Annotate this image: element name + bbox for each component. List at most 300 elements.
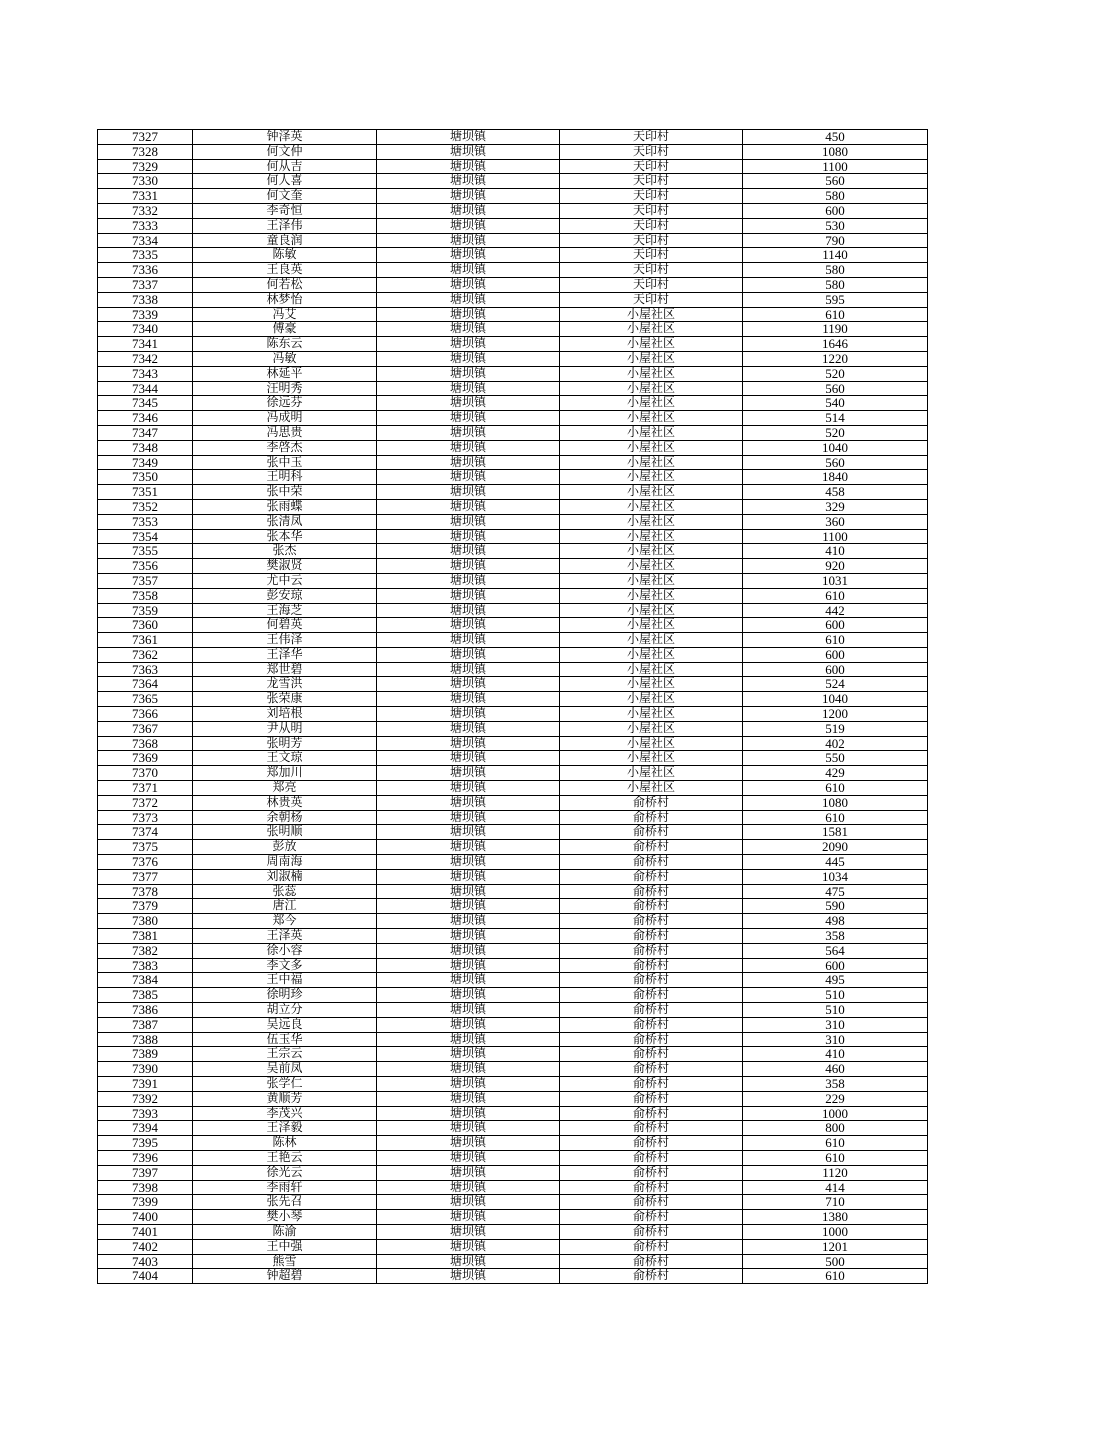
amount-cell: 1200 — [743, 707, 928, 722]
town-cell: 塘坝镇 — [377, 233, 560, 248]
town-cell: 塘坝镇 — [377, 736, 560, 751]
row-number-cell: 7399 — [98, 1195, 193, 1210]
amount-cell: 460 — [743, 1062, 928, 1077]
village-cell: 俞桥村 — [560, 795, 743, 810]
name-cell: 林梦怡 — [193, 292, 377, 307]
village-cell: 俞桥村 — [560, 988, 743, 1003]
table-row — [98, 1091, 928, 1106]
row-number-cell: 7391 — [98, 1077, 193, 1092]
amount-cell: 610 — [743, 810, 928, 825]
table-row — [98, 514, 928, 529]
town-cell: 塘坝镇 — [377, 662, 560, 677]
row-number-cell: 7404 — [98, 1269, 193, 1284]
table-row — [98, 485, 928, 500]
town-cell: 塘坝镇 — [377, 692, 560, 707]
row-number-cell: 7394 — [98, 1121, 193, 1136]
name-cell: 傅豪 — [193, 322, 377, 337]
village-cell: 俞桥村 — [560, 884, 743, 899]
name-cell: 张杰 — [193, 544, 377, 559]
amount-cell: 1190 — [743, 322, 928, 337]
village-cell: 天印村 — [560, 159, 743, 174]
village-cell: 俞桥村 — [560, 943, 743, 958]
name-cell: 王明科 — [193, 470, 377, 485]
name-cell: 张明顺 — [193, 825, 377, 840]
village-cell: 俞桥村 — [560, 1136, 743, 1151]
town-cell: 塘坝镇 — [377, 248, 560, 263]
amount-cell: 1840 — [743, 470, 928, 485]
name-cell: 张荣康 — [193, 692, 377, 707]
table-row — [98, 707, 928, 722]
amount-cell: 310 — [743, 1017, 928, 1032]
row-number-cell: 7403 — [98, 1254, 193, 1269]
amount-cell: 442 — [743, 603, 928, 618]
village-cell: 小屋社区 — [560, 337, 743, 352]
amount-cell: 610 — [743, 1136, 928, 1151]
town-cell: 塘坝镇 — [377, 588, 560, 603]
name-cell: 王伟泽 — [193, 633, 377, 648]
table-row — [98, 159, 928, 174]
name-cell: 周南海 — [193, 855, 377, 870]
name-cell: 何人喜 — [193, 174, 377, 189]
row-number-cell: 7334 — [98, 233, 193, 248]
table-row — [98, 1210, 928, 1225]
row-number-cell: 7386 — [98, 1003, 193, 1018]
name-cell: 王良英 — [193, 263, 377, 278]
table-row — [98, 455, 928, 470]
name-cell: 冯成明 — [193, 411, 377, 426]
name-cell: 李文多 — [193, 958, 377, 973]
village-cell: 小屋社区 — [560, 573, 743, 588]
name-cell: 张中荣 — [193, 485, 377, 500]
name-cell: 冯敏 — [193, 351, 377, 366]
row-number-cell: 7363 — [98, 662, 193, 677]
amount-cell: 1581 — [743, 825, 928, 840]
amount-cell: 560 — [743, 174, 928, 189]
village-cell: 俞桥村 — [560, 1077, 743, 1092]
village-cell: 俞桥村 — [560, 958, 743, 973]
table-row — [98, 988, 928, 1003]
amount-cell: 540 — [743, 396, 928, 411]
village-cell: 小屋社区 — [560, 470, 743, 485]
table-row — [98, 1077, 928, 1092]
name-cell: 王泽英 — [193, 929, 377, 944]
village-cell: 俞桥村 — [560, 869, 743, 884]
row-number-cell: 7378 — [98, 884, 193, 899]
table-row — [98, 884, 928, 899]
town-cell: 塘坝镇 — [377, 1165, 560, 1180]
name-cell: 何若松 — [193, 277, 377, 292]
town-cell: 塘坝镇 — [377, 1077, 560, 1092]
village-cell: 俞桥村 — [560, 1003, 743, 1018]
table-row — [98, 292, 928, 307]
town-cell: 塘坝镇 — [377, 795, 560, 810]
table-row — [98, 766, 928, 781]
town-cell: 塘坝镇 — [377, 1239, 560, 1254]
table-row — [98, 1121, 928, 1136]
town-cell: 塘坝镇 — [377, 869, 560, 884]
village-cell: 小屋社区 — [560, 396, 743, 411]
row-number-cell: 7389 — [98, 1047, 193, 1062]
village-cell: 小屋社区 — [560, 485, 743, 500]
amount-cell: 1034 — [743, 869, 928, 884]
name-cell: 张学仁 — [193, 1077, 377, 1092]
town-cell: 塘坝镇 — [377, 485, 560, 500]
town-cell: 塘坝镇 — [377, 914, 560, 929]
town-cell: 塘坝镇 — [377, 1150, 560, 1165]
amount-cell: 610 — [743, 1269, 928, 1284]
table-row — [98, 825, 928, 840]
row-number-cell: 7358 — [98, 588, 193, 603]
table-row — [98, 1062, 928, 1077]
town-cell: 塘坝镇 — [377, 499, 560, 514]
village-cell: 小屋社区 — [560, 425, 743, 440]
table-row — [98, 736, 928, 751]
name-cell: 陈林 — [193, 1136, 377, 1151]
name-cell: 黄顺芳 — [193, 1091, 377, 1106]
amount-cell: 1000 — [743, 1106, 928, 1121]
table-row — [98, 973, 928, 988]
town-cell: 塘坝镇 — [377, 618, 560, 633]
town-cell: 塘坝镇 — [377, 292, 560, 307]
name-cell: 吴远良 — [193, 1017, 377, 1032]
table-row — [98, 840, 928, 855]
table-row — [98, 647, 928, 662]
town-cell: 塘坝镇 — [377, 721, 560, 736]
amount-cell: 610 — [743, 1150, 928, 1165]
amount-cell: 1201 — [743, 1239, 928, 1254]
row-number-cell: 7387 — [98, 1017, 193, 1032]
row-number-cell: 7330 — [98, 174, 193, 189]
table-row — [98, 662, 928, 677]
table-row — [98, 943, 928, 958]
name-cell: 徐远芬 — [193, 396, 377, 411]
name-cell: 李啓杰 — [193, 440, 377, 455]
amount-cell: 580 — [743, 277, 928, 292]
name-cell: 余朝杨 — [193, 810, 377, 825]
table-row — [98, 618, 928, 633]
name-cell: 陈东云 — [193, 337, 377, 352]
town-cell: 塘坝镇 — [377, 958, 560, 973]
amount-cell: 519 — [743, 721, 928, 736]
name-cell: 伍玉华 — [193, 1032, 377, 1047]
village-cell: 俞桥村 — [560, 1224, 743, 1239]
table-row — [98, 130, 928, 145]
table-row — [98, 381, 928, 396]
name-cell: 张雨蝶 — [193, 499, 377, 514]
name-cell: 郑世碧 — [193, 662, 377, 677]
name-cell: 陈敏 — [193, 248, 377, 263]
table-row — [98, 929, 928, 944]
town-cell: 塘坝镇 — [377, 322, 560, 337]
name-cell: 尤中云 — [193, 573, 377, 588]
village-cell: 小屋社区 — [560, 662, 743, 677]
village-cell: 俞桥村 — [560, 899, 743, 914]
table-row — [98, 1032, 928, 1047]
amount-cell: 2090 — [743, 840, 928, 855]
town-cell: 塘坝镇 — [377, 1003, 560, 1018]
table-row — [98, 899, 928, 914]
town-cell: 塘坝镇 — [377, 159, 560, 174]
row-number-cell: 7366 — [98, 707, 193, 722]
town-cell: 塘坝镇 — [377, 425, 560, 440]
row-number-cell: 7355 — [98, 544, 193, 559]
table-row — [98, 425, 928, 440]
row-number-cell: 7397 — [98, 1165, 193, 1180]
name-cell: 张先召 — [193, 1195, 377, 1210]
name-cell: 郑亮 — [193, 781, 377, 796]
table-row — [98, 233, 928, 248]
name-cell: 李茂兴 — [193, 1106, 377, 1121]
amount-cell: 510 — [743, 988, 928, 1003]
town-cell: 塘坝镇 — [377, 1180, 560, 1195]
table-row — [98, 692, 928, 707]
town-cell: 塘坝镇 — [377, 307, 560, 322]
table-row — [98, 1254, 928, 1269]
village-cell: 小屋社区 — [560, 381, 743, 396]
town-cell: 塘坝镇 — [377, 440, 560, 455]
name-cell: 张中玉 — [193, 455, 377, 470]
row-number-cell: 7377 — [98, 869, 193, 884]
village-cell: 小屋社区 — [560, 647, 743, 662]
amount-cell: 600 — [743, 647, 928, 662]
amount-cell: 329 — [743, 499, 928, 514]
row-number-cell: 7331 — [98, 189, 193, 204]
village-cell: 俞桥村 — [560, 914, 743, 929]
amount-cell: 1040 — [743, 692, 928, 707]
village-cell: 俞桥村 — [560, 1017, 743, 1032]
name-cell: 樊淑贤 — [193, 559, 377, 574]
row-number-cell: 7373 — [98, 810, 193, 825]
village-cell: 俞桥村 — [560, 973, 743, 988]
name-cell: 刘培根 — [193, 707, 377, 722]
village-cell: 小屋社区 — [560, 351, 743, 366]
village-cell: 俞桥村 — [560, 1180, 743, 1195]
town-cell: 塘坝镇 — [377, 381, 560, 396]
table-row — [98, 1150, 928, 1165]
name-cell: 童良润 — [193, 233, 377, 248]
amount-cell: 1100 — [743, 529, 928, 544]
amount-cell: 1140 — [743, 248, 928, 263]
row-number-cell: 7369 — [98, 751, 193, 766]
table-row — [98, 869, 928, 884]
amount-cell: 610 — [743, 781, 928, 796]
table-row — [98, 1047, 928, 1062]
village-cell: 小屋社区 — [560, 529, 743, 544]
row-number-cell: 7329 — [98, 159, 193, 174]
amount-cell: 790 — [743, 233, 928, 248]
village-cell: 小屋社区 — [560, 544, 743, 559]
village-cell: 俞桥村 — [560, 1121, 743, 1136]
name-cell: 张本华 — [193, 529, 377, 544]
row-number-cell: 7383 — [98, 958, 193, 973]
town-cell: 塘坝镇 — [377, 825, 560, 840]
town-cell: 塘坝镇 — [377, 396, 560, 411]
amount-cell: 564 — [743, 943, 928, 958]
row-number-cell: 7354 — [98, 529, 193, 544]
village-cell: 天印村 — [560, 144, 743, 159]
amount-cell: 1220 — [743, 351, 928, 366]
amount-cell: 514 — [743, 411, 928, 426]
village-cell: 俞桥村 — [560, 1047, 743, 1062]
table-row — [98, 337, 928, 352]
table-row — [98, 189, 928, 204]
amount-cell: 580 — [743, 189, 928, 204]
village-cell: 小屋社区 — [560, 692, 743, 707]
village-cell: 小屋社区 — [560, 514, 743, 529]
name-cell: 郑加川 — [193, 766, 377, 781]
name-cell: 彭安琼 — [193, 588, 377, 603]
row-number-cell: 7328 — [98, 144, 193, 159]
town-cell: 塘坝镇 — [377, 943, 560, 958]
row-number-cell: 7375 — [98, 840, 193, 855]
amount-cell: 510 — [743, 1003, 928, 1018]
amount-cell: 610 — [743, 633, 928, 648]
name-cell: 冯艾 — [193, 307, 377, 322]
amount-cell: 560 — [743, 455, 928, 470]
name-cell: 林贵英 — [193, 795, 377, 810]
table-row — [98, 1269, 928, 1284]
table-row — [98, 529, 928, 544]
row-number-cell: 7392 — [98, 1091, 193, 1106]
village-cell: 俞桥村 — [560, 1165, 743, 1180]
name-cell: 刘淑楠 — [193, 869, 377, 884]
town-cell: 塘坝镇 — [377, 366, 560, 381]
table-row — [98, 396, 928, 411]
town-cell: 塘坝镇 — [377, 647, 560, 662]
town-cell: 塘坝镇 — [377, 1269, 560, 1284]
town-cell: 塘坝镇 — [377, 470, 560, 485]
name-cell: 陈渝 — [193, 1224, 377, 1239]
amount-cell: 600 — [743, 618, 928, 633]
amount-cell: 1040 — [743, 440, 928, 455]
amount-cell: 600 — [743, 958, 928, 973]
table-row — [98, 263, 928, 278]
table-row — [98, 1017, 928, 1032]
amount-cell: 600 — [743, 662, 928, 677]
table-row — [98, 1195, 928, 1210]
name-cell: 张清凤 — [193, 514, 377, 529]
row-number-cell: 7384 — [98, 973, 193, 988]
town-cell: 塘坝镇 — [377, 677, 560, 692]
table-row — [98, 174, 928, 189]
row-number-cell: 7368 — [98, 736, 193, 751]
table-row — [98, 144, 928, 159]
table-row — [98, 958, 928, 973]
name-cell: 王文琼 — [193, 751, 377, 766]
table-row — [98, 721, 928, 736]
table-row — [98, 544, 928, 559]
village-cell: 小屋社区 — [560, 455, 743, 470]
town-cell: 塘坝镇 — [377, 988, 560, 1003]
village-cell: 小屋社区 — [560, 721, 743, 736]
name-cell: 王海芝 — [193, 603, 377, 618]
town-cell: 塘坝镇 — [377, 973, 560, 988]
table-row — [98, 1106, 928, 1121]
town-cell: 塘坝镇 — [377, 411, 560, 426]
amount-cell: 410 — [743, 1047, 928, 1062]
row-number-cell: 7393 — [98, 1106, 193, 1121]
table-row — [98, 1003, 928, 1018]
amount-cell: 590 — [743, 899, 928, 914]
town-cell: 塘坝镇 — [377, 1062, 560, 1077]
table-row — [98, 810, 928, 825]
name-cell: 胡立分 — [193, 1003, 377, 1018]
town-cell: 塘坝镇 — [377, 1254, 560, 1269]
name-cell: 唐江 — [193, 899, 377, 914]
village-cell: 小屋社区 — [560, 618, 743, 633]
row-number-cell: 7335 — [98, 248, 193, 263]
amount-cell: 410 — [743, 544, 928, 559]
name-cell: 樊小琴 — [193, 1210, 377, 1225]
name-cell: 王泽毅 — [193, 1121, 377, 1136]
town-cell: 塘坝镇 — [377, 1136, 560, 1151]
town-cell: 塘坝镇 — [377, 351, 560, 366]
village-cell: 小屋社区 — [560, 603, 743, 618]
village-cell: 小屋社区 — [560, 411, 743, 426]
amount-cell: 580 — [743, 263, 928, 278]
village-cell: 俞桥村 — [560, 1106, 743, 1121]
row-number-cell: 7400 — [98, 1210, 193, 1225]
table-row — [98, 470, 928, 485]
name-cell: 徐光云 — [193, 1165, 377, 1180]
amount-cell: 358 — [743, 1077, 928, 1092]
row-number-cell: 7339 — [98, 307, 193, 322]
town-cell: 塘坝镇 — [377, 603, 560, 618]
name-cell: 何从吉 — [193, 159, 377, 174]
amount-cell: 530 — [743, 218, 928, 233]
amount-cell: 524 — [743, 677, 928, 692]
town-cell: 塘坝镇 — [377, 277, 560, 292]
village-cell: 俞桥村 — [560, 929, 743, 944]
name-cell: 冯思贵 — [193, 425, 377, 440]
amount-cell: 310 — [743, 1032, 928, 1047]
village-cell: 俞桥村 — [560, 1210, 743, 1225]
row-number-cell: 7376 — [98, 855, 193, 870]
village-cell: 小屋社区 — [560, 736, 743, 751]
amount-cell: 1000 — [743, 1224, 928, 1239]
row-number-cell: 7346 — [98, 411, 193, 426]
village-cell: 小屋社区 — [560, 588, 743, 603]
amount-cell: 458 — [743, 485, 928, 500]
village-cell: 天印村 — [560, 248, 743, 263]
table-body — [98, 130, 928, 1284]
amount-cell: 500 — [743, 1254, 928, 1269]
amount-cell: 360 — [743, 514, 928, 529]
village-cell: 小屋社区 — [560, 751, 743, 766]
table-row — [98, 559, 928, 574]
amount-cell: 1031 — [743, 573, 928, 588]
row-number-cell: 7340 — [98, 322, 193, 337]
table-row — [98, 1136, 928, 1151]
name-cell: 李奇恒 — [193, 203, 377, 218]
town-cell: 塘坝镇 — [377, 855, 560, 870]
town-cell: 塘坝镇 — [377, 174, 560, 189]
row-number-cell: 7362 — [98, 647, 193, 662]
amount-cell: 445 — [743, 855, 928, 870]
row-number-cell: 7396 — [98, 1150, 193, 1165]
town-cell: 塘坝镇 — [377, 1091, 560, 1106]
amount-cell: 450 — [743, 130, 928, 145]
village-cell: 天印村 — [560, 189, 743, 204]
name-cell: 徐小容 — [193, 943, 377, 958]
town-cell: 塘坝镇 — [377, 337, 560, 352]
table-row — [98, 751, 928, 766]
row-number-cell: 7360 — [98, 618, 193, 633]
village-cell: 俞桥村 — [560, 840, 743, 855]
name-cell: 熊雪 — [193, 1254, 377, 1269]
town-cell: 塘坝镇 — [377, 218, 560, 233]
village-cell: 俞桥村 — [560, 810, 743, 825]
